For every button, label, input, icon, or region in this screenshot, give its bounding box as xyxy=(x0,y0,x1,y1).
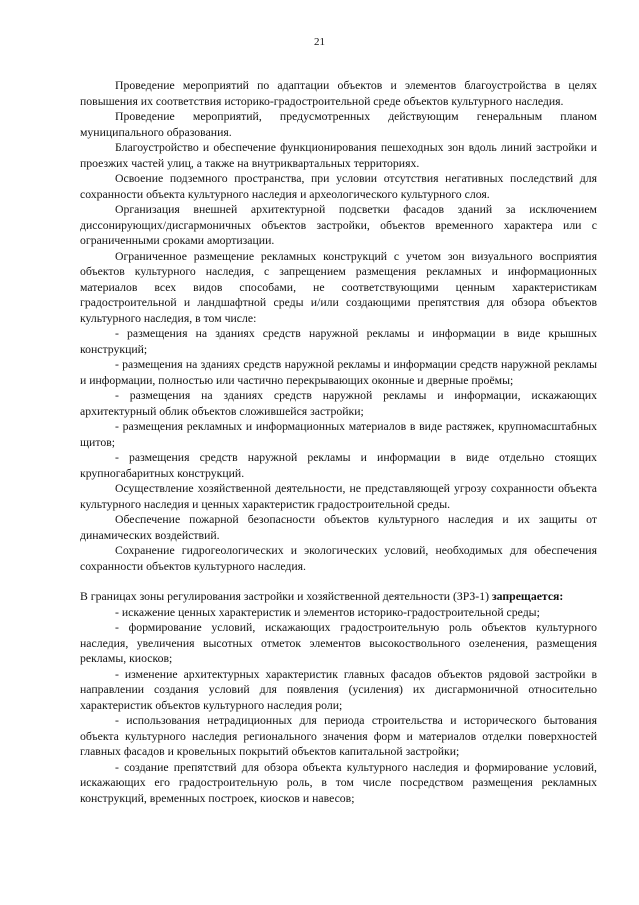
list-item: - размещения рекламных и информационных материалов в виде растяжек, крупномасштабных щитов; xyxy=(80,420,597,449)
prohibited-item: - искажение ценных характеристик и элементов историко-градостроительной среды; xyxy=(115,605,540,619)
prohibited-item: - изменение архитектурных характеристик главных фасадов объектов рядовой застройки в направлении создания условий для появления (усиления) их дисгармоничной относительно характеристик объектов культурного наследия роли; xyxy=(80,667,597,712)
prohibited-item: - использования нетрадиционных для периода строительства и исторического бытования объекта культурного наследия регионального значения форм и материалов отделки поверхностей главных фасадов и кровельных покрытий объектов капитальной застройки; xyxy=(80,714,597,758)
paragraph: Ограниченное размещение рекламных конструкций с учетом зон визуального восприятия объектов культурного наследия, с запрещением размещения рекламных и информационных материалов всех видов способами, не соответствующими ценным характеристикам градостроительной и ландшафтной среды и/или создающими препятствия для обзора объектов культурного наследия, в том числе: xyxy=(80,249,597,325)
paragraph: Осуществление хозяйственной деятельности, не представляющей угрозу сохранности объекта культурного наследия и ценных характеристик градостроительной среды. xyxy=(80,482,597,511)
page-number: 21 xyxy=(314,36,325,48)
paragraph: Обеспечение пожарной безопасности объектов культурного наследия и их защиты от динамических воздействий. xyxy=(80,513,597,542)
paragraph: Благоустройство и обеспечение функционирования пешеходных зон вдоль линий застройки и проезжих частей улиц, а также на внутриквартальных территориях. xyxy=(80,141,597,170)
paragraph: Проведение мероприятий по адаптации объектов и элементов благоустройства в целях повышения их соответствия историко-градостроительной среде объектов культурного наследия. xyxy=(80,79,597,108)
list-item: - размещения на зданиях средств наружной рекламы и информации средств наружной рекламы и информации, полностью или частично перекрывающих оконные и дверные проёмы; xyxy=(80,358,597,387)
document-body xyxy=(80,78,597,806)
list-item: - размещения на зданиях средств наружной рекламы и информации, искажающих архитектурный облик объектов сложившейся застройки; xyxy=(80,389,597,418)
prohibited-item: - создание препятствий для обзора объекта культурного наследия и формирование условий, искажающих его градостроительную роль, в том числе посредством размещения рекламных конструкций, временных построек, киосков и навесов; xyxy=(80,760,597,805)
zone-heading xyxy=(80,589,597,605)
list-item: - размещения средств наружной рекламы и информации в виде отдельно стоящих крупногабаритных конструкций. xyxy=(80,451,597,480)
zone-heading-bold: запрещается: xyxy=(491,590,564,603)
paragraph: Освоение подземного пространства, при условии отсутствия негативных последствий для сохранности объекта культурного наследия и археологического культурного слоя. xyxy=(80,172,597,201)
paragraph: Организация внешней архитектурной подсветки фасадов зданий за исключением диссонирующих/дисгармоничных объектов застройки, объектов временного характера или с ограниченными сроками амортизации. xyxy=(80,203,597,247)
prohibited-item: - формирование условий, искажающих градостроительную роль объектов культурного наследия, увеличения высотных отметок элементов высокоствольного озеленения, размещения рекламы, киосков; xyxy=(80,621,597,665)
paragraph: Проведение мероприятий, предусмотренных действующим генеральным планом муниципального образования. xyxy=(80,110,597,139)
paragraph: Сохранение гидрогеологических и экологических условий, необходимых для обеспечения сохранности объектов культурного наследия. xyxy=(80,544,597,573)
list-item: - размещения на зданиях средств наружной рекламы и информации в виде крышных конструкций; xyxy=(80,327,597,356)
zone-heading-text: В границах зоны регулирования застройки и хозяйственной деятельности (ЗРЗ-1) xyxy=(80,590,490,603)
